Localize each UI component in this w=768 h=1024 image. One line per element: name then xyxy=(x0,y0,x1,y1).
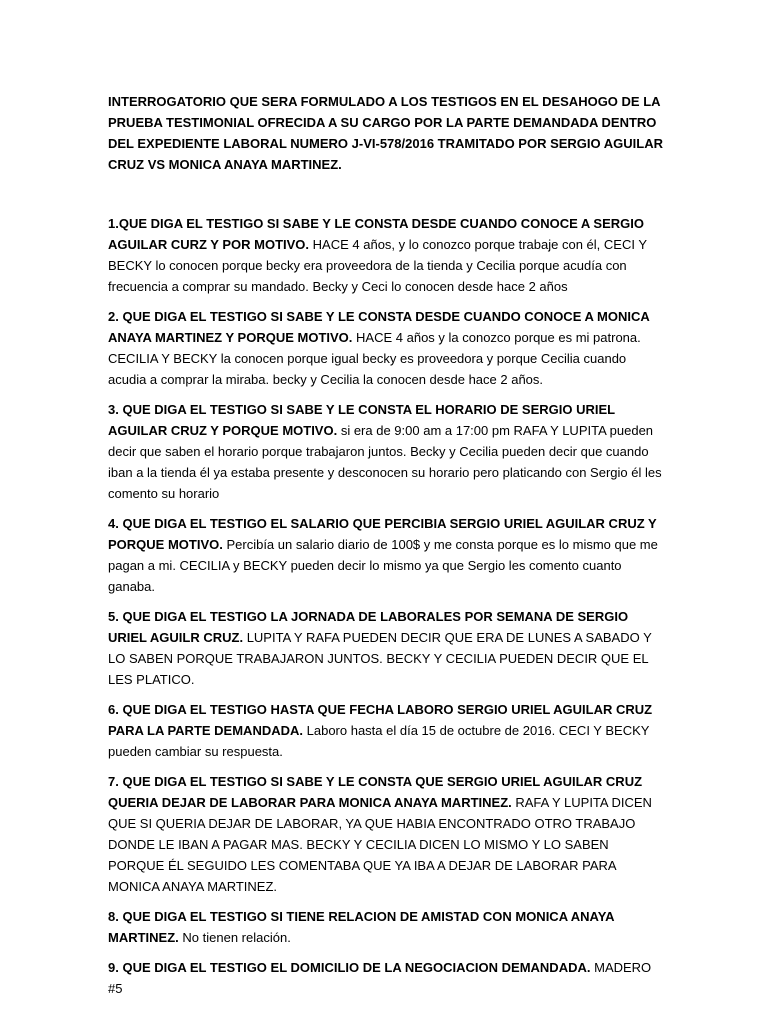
question-text: 2. QUE DIGA EL TESTIGO SI SABE Y LE CONSTA DESDE CUANDO CONOCE A MONICA ANAYA MARTINEZ Y PORQUE MOTIVO. xyxy=(108,309,650,345)
answer-text: HACE 4 años y la conozco porque es mi patrona. CECILIA Y BECKY la conocen porque igual becky es proveedora y porque Cecilia cuando acudia a comprar la miraba. becky y Cecilia la conocen desde hace 2 años. xyxy=(108,330,641,387)
question-text: 8. QUE DIGA EL TESTIGO SI TIENE RELACION DE AMISTAD CON MONICA ANAYA MARTINEZ. xyxy=(108,909,615,945)
question-item-3 xyxy=(108,399,668,504)
answer-text: LUPITA Y RAFA PUEDEN DECIR QUE ERA DE LUNES A SABADO Y LO SABEN PORQUE TRABAJARON JUNTOS. BECKY Y CECILIA PUEDEN DECIR QUE EL LES PLATICO. xyxy=(108,630,652,687)
answer-text: HACE 4 años, y lo conozco porque trabaje con él, CECI Y BECKY lo conocen porque becky era proveedora de la tienda y Cecilia porque acudía con frecuencia a comprar su mandado. Becky y Ceci lo conocen desde hace 2 años xyxy=(108,237,647,294)
document-title: INTERROGATORIO QUE SERA FORMULADO A LOS TESTIGOS EN EL DESAHOGO DE LA PRUEBA TESTIMONIAL OFRECIDA A SU CARGO POR LA PARTE DEMANDADA DENTRO DEL EXPEDIENTE LABORAL NUMERO J-VI-578/2016 TRAMITADO POR SERGIO AGUILAR CRUZ VS MONICA ANAYA MARTINEZ. xyxy=(108,94,663,172)
question-list xyxy=(108,213,668,1008)
answer-text: Laboro hasta el día 15 de octubre de 2016. CECI Y BECKY pueden cambiar su respuesta. xyxy=(108,723,650,759)
answer-text: si era de 9:00 am a 17:00 pm RAFA Y LUPITA pueden decir que saben el horario porque trabajaron juntos. Becky y Cecilia pueden decir que cuando iban a la tienda él ya estaba presente y desconocen su horario pero platicando con Sergio él les comento su horario xyxy=(108,423,662,501)
question-item-9 xyxy=(108,957,668,999)
question-text: 7. QUE DIGA EL TESTIGO SI SABE Y LE CONSTA QUE SERGIO URIEL AGUILAR CRUZ QUERIA DEJAR DE LABORAR PARA MONICA ANAYA MARTINEZ. xyxy=(108,774,643,810)
question-text: 1.QUE DIGA EL TESTIGO SI SABE Y LE CONSTA DESDE CUANDO CONOCE A SERGIO AGUILAR CURZ Y POR MOTIVO. xyxy=(108,216,644,252)
answer-text: RAFA Y LUPITA DICEN QUE SI QUERIA DEJAR DE LABORAR, YA QUE HABIA ENCONTRADO OTRO TRABAJO DONDE LE IBAN A PAGAR MAS. BECKY Y CECILIA DICEN LO MISMO Y LO SABEN PORQUE ÉL SEGUIDO LES COMENTABA QUE YA IBA A DEJAR DE LABORAR PARA MONICA ANAYA MARTINEZ. xyxy=(108,795,652,894)
question-text: 3. QUE DIGA EL TESTIGO SI SABE Y LE CONSTA EL HORARIO DE SERGIO URIEL AGUILAR CRUZ Y PORQUE MOTIVO. xyxy=(108,402,615,438)
answer-text: No tienen relación. xyxy=(182,930,291,945)
question-text: 9. QUE DIGA EL TESTIGO EL DOMICILIO DE LA NEGOCIACION DEMANDADA. xyxy=(108,960,591,975)
question-text: 6. QUE DIGA EL TESTIGO HASTA QUE FECHA LABORO SERGIO URIEL AGUILAR CRUZ PARA LA PARTE DEMANDADA. xyxy=(108,702,653,738)
question-text: 5. QUE DIGA EL TESTIGO LA JORNADA DE LABORALES POR SEMANA DE SERGIO URIEL AGUILR CRUZ. xyxy=(108,609,629,645)
answer-text: Percibía un salario diario de 100$ y me consta porque es lo mismo que me pagan a mi. CECILIA y BECKY pueden decir lo mismo ya que Sergio les comento cuanto ganaba. xyxy=(108,537,658,594)
question-text: 4. QUE DIGA EL TESTIGO EL SALARIO QUE PERCIBIA SERGIO URIEL AGUILAR CRUZ Y PORQUE MOTIVO. xyxy=(108,516,657,552)
answer-text: MADERO #5 xyxy=(108,960,652,996)
question-item-7 xyxy=(108,771,668,897)
question-item-2 xyxy=(108,306,668,390)
question-item-1 xyxy=(108,213,668,297)
question-item-4 xyxy=(108,513,668,597)
question-item-5 xyxy=(108,606,668,690)
question-item-6 xyxy=(108,699,668,762)
question-item-8 xyxy=(108,906,668,948)
